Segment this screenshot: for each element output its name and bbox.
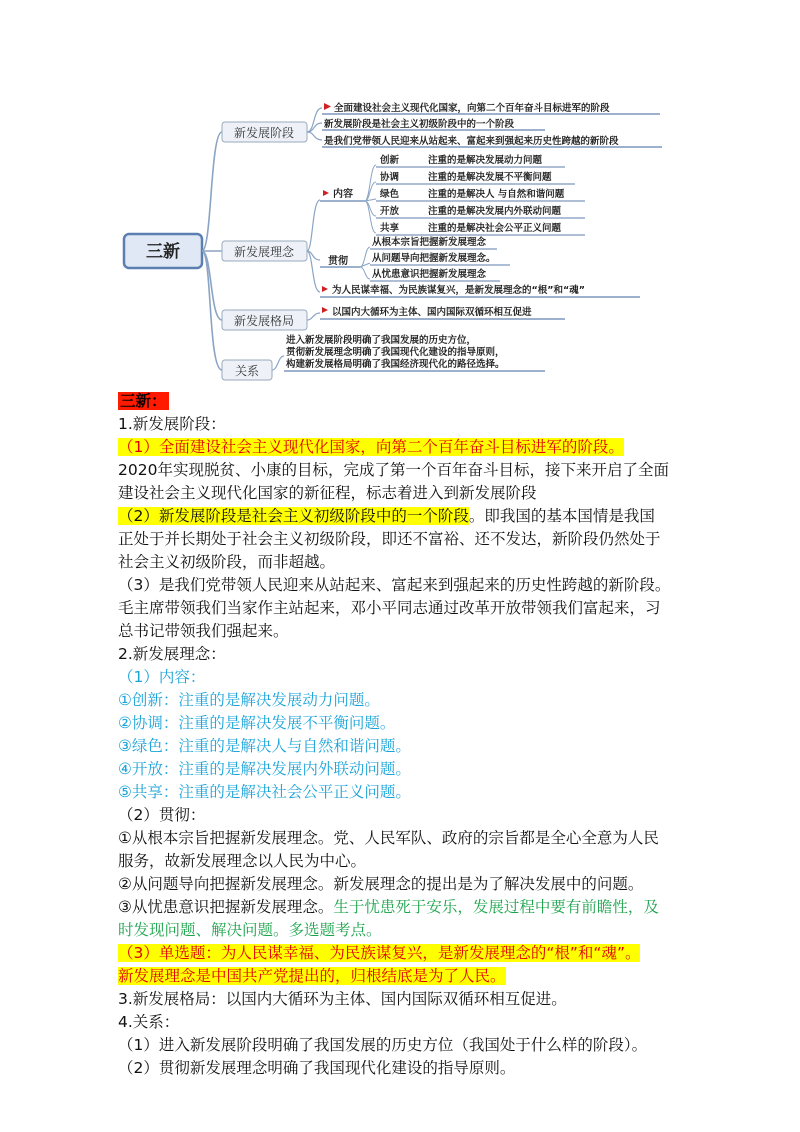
relation-line-3: 构建新发展格局明确了我国经济现代化的路径选择。 (286, 359, 505, 370)
s2-guanche-1b: 服务，故新发展理念以人民为中心。 (118, 852, 367, 870)
branch-stage-label: 新发展阶段 (233, 126, 295, 140)
branch-pattern-label: 新发展格局 (233, 314, 295, 328)
section-1-heading: 1.新发展阶段： (118, 415, 226, 433)
s2-sub-2: （2）贯彻： (118, 806, 206, 824)
content-val-2: 注重的是解决发展不平衡问题 (428, 172, 552, 183)
s1-point-3: （3）是我们党带领人民迎来从站起来、富起来到强起来的历史性跨越的新阶段。 (118, 576, 671, 594)
s1-point-2-body-1: 正处于并长期处于社会主义初级阶段，即还不富裕、还不发达，新阶段仍然处于 (118, 530, 661, 548)
stage-item-3: 是我们党带领人民迎来从站起来、富起来到强起来历史性跨越的新阶段 (324, 136, 619, 147)
s1-point-1: （1）全面建设社会主义现代化国家，向第二个百年奋斗目标进军的阶段。 (118, 438, 624, 456)
content-val-4: 注重的是解决发展内外联动问题 (428, 206, 562, 217)
guanche-item-2: 从问题导向把握新发展理念。 (372, 253, 496, 264)
s2-guanche-3c: 时发现问题、解决问题。多选题考点。 (118, 921, 382, 939)
s2-item-5: ⑤共享：注重的是解决社会公平正义问题。 (118, 783, 411, 801)
branch-relation-label: 关系 (234, 364, 260, 378)
s2-sub-1: （1）内容： (118, 668, 206, 686)
s1-point-2-body-2: 社会主义初级阶段，而非超越。 (118, 553, 336, 571)
s2-item-1: ①创新：注重的是解决发展动力问题。 (118, 691, 380, 709)
content-key-5: 共享 (380, 223, 400, 234)
mind-map (0, 0, 800, 390)
guanche-item-3: 从忧患意识把握新发展理念 (372, 269, 487, 280)
content-key-4: 开放 (380, 206, 400, 217)
content-key-2: 协调 (380, 172, 400, 183)
s2-item-4: ④开放：注重的是解决发展内外联动问题。 (118, 760, 411, 778)
branch-concept-label: 新发展理念 (233, 245, 295, 259)
page-title: 三新： (120, 392, 167, 410)
s2-item-3: ③绿色：注重的是解决人与自然和谐问题。 (118, 737, 411, 755)
s2-guanche-2: ②从问题导向把握新发展理念。新发展理念的提出是为了解决发展中的问题。 (118, 875, 644, 893)
s1-point-2-highlight: （2）新发展阶段是社会主义初级阶段中的一个阶段 (118, 507, 469, 525)
relation-line-2: 贯彻新发展理念明确了我国现代化建设的指导原则， (286, 347, 505, 358)
concept-guanche-label: 贯彻 (328, 256, 348, 267)
guanche-item-1: 从根本宗旨把握新发展理念 (372, 237, 487, 248)
concept-root-soul: 为人民谋幸福、为民族谋复兴，是新发展理念的“根”和“魂” (332, 285, 585, 296)
stage-item-2: 新发展阶段是社会主义初级阶段中的一个阶段 (324, 119, 515, 130)
concept-content-list (376, 154, 585, 235)
s1-point-3-body-1: 毛主席带领我们当家作主站起来，邓小平同志通过改革开放带领我们富起来，习 (118, 599, 661, 617)
section-2-heading: 2.新发展理念： (118, 645, 226, 663)
s1-point-2-rest: 。即我国的基本国情是我国 (468, 507, 655, 525)
stage-item-1: 全面建设社会主义现代化国家，向第二个百年奋斗目标进军的阶段 (334, 103, 610, 114)
concept-content-label: 内容 (333, 189, 353, 200)
s2-guanche-3b: 生于忧患死于安乐，发展过程中要有前瞻性，及 (333, 898, 659, 916)
s2-point-3b: 新发展理念是中国共产党提出的，归根结底是为了人民。 (118, 967, 506, 985)
s1-point-1-body-1: 2020年实现脱贫、小康的目标，完成了第一个百年奋斗目标，接下来开启了全面 (118, 461, 669, 479)
mind-map-root: 三新 (146, 242, 180, 262)
s2-guanche-3a: ③从忧患意识把握新发展理念。 (118, 898, 334, 916)
s4-relation-2: （2）贯彻新发展理念明确了我国现代化建设的指导原则。 (118, 1059, 516, 1077)
s1-point-3-body-2: 总书记带领我们强起来。 (118, 622, 289, 640)
section-4-heading: 4.关系： (118, 1013, 180, 1031)
s2-item-2: ②协调：注重的是解决发展不平衡问题。 (118, 714, 396, 732)
s1-point-1-body-2: 建设社会主义现代化国家的新征程，标志着进入到新发展阶段 (118, 484, 537, 502)
s2-point-3a: （3）单选题：为人民谋幸福、为民族谋复兴，是新发展理念的“根”和“魂”。 (118, 944, 641, 962)
notes-body (118, 390, 688, 1080)
relation-line-1: 进入新发展阶段明确了我国发展的历史方位， (286, 335, 477, 346)
content-val-1: 注重的是解决发展动力问题 (428, 155, 543, 166)
content-key-1: 创新 (380, 155, 400, 166)
content-key-3: 绿色 (380, 189, 400, 200)
section-3: 3.新发展格局：以国内大循环为主体、国内国际双循环相互促进。 (118, 990, 567, 1008)
content-val-3: 注重的是解决人 与自然和谐问题 (428, 189, 565, 200)
s2-guanche-1a: ①从根本宗旨把握新发展理念。党、人民军队、政府的宗旨都是全心全意为人民 (118, 829, 659, 847)
pattern-item: 以国内大循环为主体、国内国际双循环相互促进 (332, 307, 532, 318)
content-val-5: 注重的是解决社会公平正义问题 (428, 223, 562, 234)
s4-relation-1: （1）进入新发展阶段明确了我国发展的历史方位（我国处于什么样的阶段）。 (118, 1036, 648, 1054)
